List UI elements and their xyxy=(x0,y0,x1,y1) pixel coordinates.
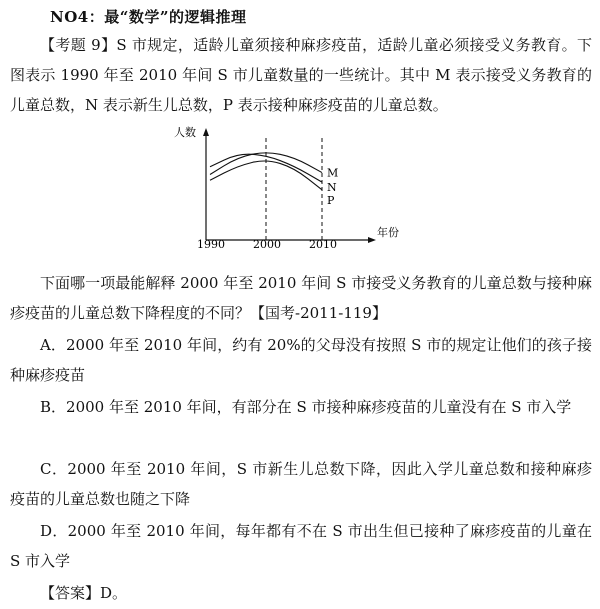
question-intro: 【考题 9】S 市规定，适龄儿童须接种麻疹疫苗，适龄儿童必须接受义务教育。下图表示 1990 年至 2010 年间 S 市儿童数量的一些统计。其中 M 表示接受义务教育的儿童总数，N 表示新生儿总数，P 表示接种麻疹疫苗的儿童总数。 xyxy=(10,36,592,114)
x-tick-label: 2000 xyxy=(253,238,281,251)
x-tick-label: 2010 xyxy=(309,238,337,251)
answer: 【答案】D。 xyxy=(40,584,128,602)
question-main: 下面哪一项最能解释 2000 年至 2010 年间 S 市接受义务教育的儿童总数与接种麻疹疫苗的儿童总数下降程度的不同？【国考-2011-119】 xyxy=(10,274,592,322)
option-b: B．2000 年至 2010 年间，有部分在 S 市接种麻疹疫苗的儿童没有在 S 市入学 xyxy=(40,398,572,416)
series-label-n: N xyxy=(327,181,337,195)
line-chart xyxy=(172,124,402,252)
x-axis xyxy=(206,237,376,243)
option-d: D．2000 年至 2010 年间，每年都有不在 S 市出生但已接种了麻疹疫苗的儿童在 S 市入学 xyxy=(10,522,592,570)
x-tick-label: 1990 xyxy=(197,238,225,251)
x-axis-label: 年份 xyxy=(377,226,399,239)
series-label-p: P xyxy=(327,193,335,207)
option-a: A．2000 年至 2010 年间，约有 20%的父母没有按照 S 市的规定让他们的孩子接种麻疹疫苗 xyxy=(10,336,592,384)
option-c: C．2000 年至 2010 年间，S 市新生儿总数下降，因此入学儿童总数和接种麻疹疫苗的儿童总数也随之下降 xyxy=(10,460,592,508)
section-heading: NO4：最“数学”的逻辑推理 xyxy=(50,8,247,26)
y-axis xyxy=(203,128,209,240)
series-label-m: M xyxy=(327,166,339,180)
y-axis-label: 人数 xyxy=(174,126,196,139)
